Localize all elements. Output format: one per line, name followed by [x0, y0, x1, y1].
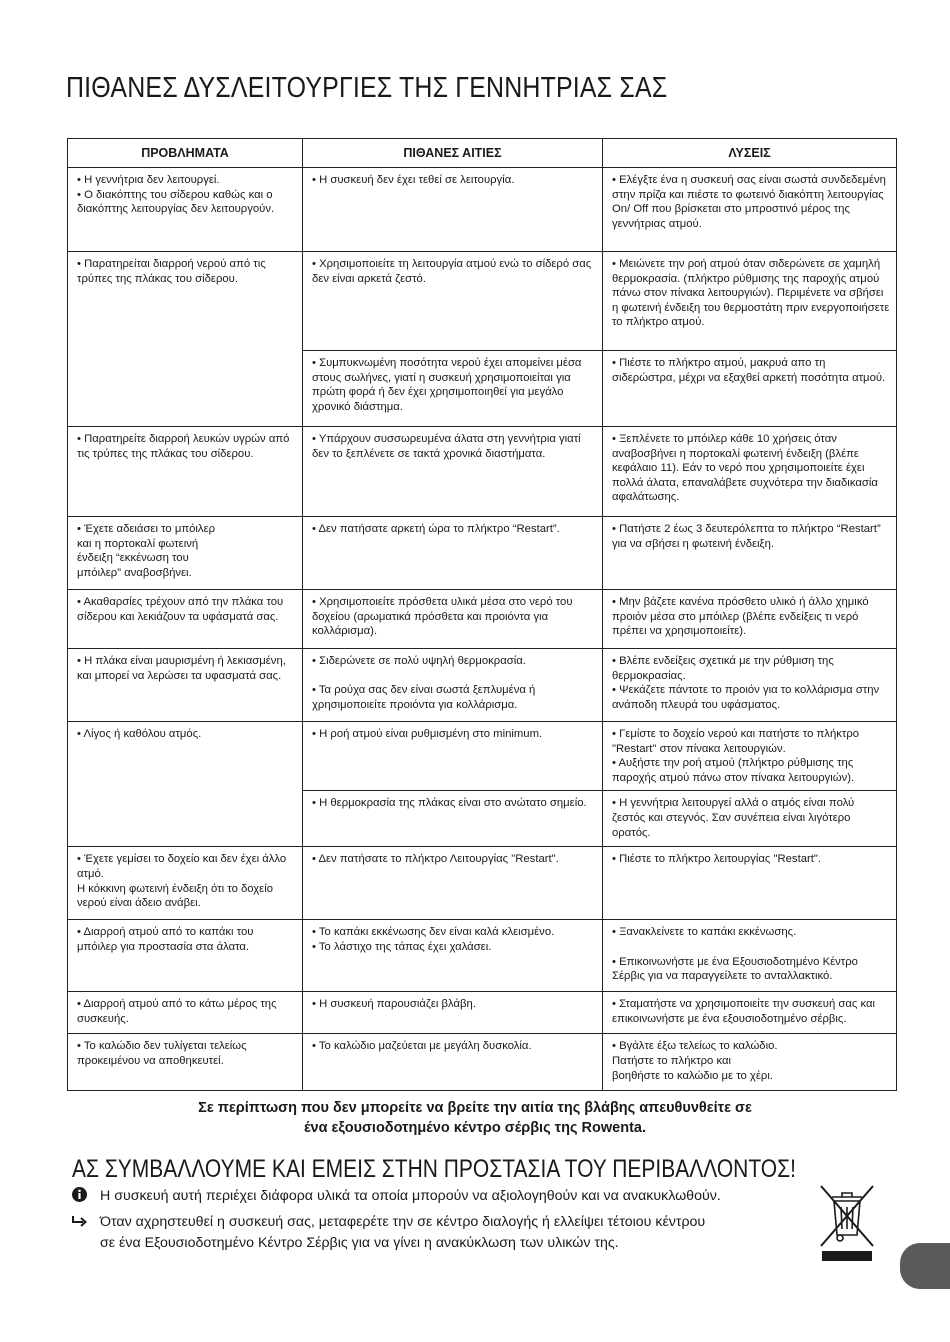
problem-cell: • Παρατηρείτε διαρροή λευκών υγρών από τις τρύπες της πλάκας του σίδερου. [68, 427, 303, 517]
header-solutions: ΛΥΣΕΙΣ [603, 139, 897, 168]
cause-cell: • Η ροή ατμού είναι ρυθμισμένη στο minimum. [303, 722, 603, 791]
header-causes: ΠΙΘΑΝΕΣ ΑΙΤΙΕΣ [303, 139, 603, 168]
table-row [68, 1034, 897, 1091]
solution-cell: • Πιέστε το πλήκτρο λειτουργίας "Restart". [603, 847, 897, 920]
problem-cell: • Παρατηρείται διαρροή νερού από τις τρύπες της πλάκας του σίδερου. [68, 252, 303, 427]
cause-cell: • Υπάρχουν συσσωρευμένα άλατα στη γεννήτρια γιατί δεν το ξεπλένετε σε τακτά χρονικά διαστήματα. [303, 427, 603, 517]
cause-cell: • Συμπυκνωμένη ποσότητα νερού έχει απομείνει μέσα στους σωλήνες, γιατί η συσκευή χρησιμοποιείται για πρώτη φορά ή δεν έχει χρησιμοποιηθεί για μεγάλο χρονικό διάστημα. [303, 351, 603, 427]
table-row [68, 427, 897, 517]
problem-cell: • Ακαθαρσίες τρέχουν από την πλάκα του σίδερου και λεκιάζουν τα υφάσματά σας. [68, 590, 303, 649]
table-row [68, 590, 897, 649]
solution-cell: • Μην βάζετε κανένα πρόσθετο υλικό ή άλλο χημικό προιόν μέσα στο μπόιλερ (βλέπε ενδείξεις τι νερό πρέπει να χρησιμοποιείτε). [603, 590, 897, 649]
problem-cell: • Η γεννήτρια δεν λειτουργεί. • Ο διακόπτης του σίδερου καθώς και ο διακόπτης λειτουργίας δεν λειτουργούν. [68, 168, 303, 252]
solution-cell: • Γεμίστε το δοχείο νερού και πατήστε το πλήκτρο "Restart" στον πίνακα λειτουργιών. • Αυξήστε την ροή ατμού (πλήκτρο ρύθμισης της παροχής ατμού πάνω στον πίνακα λειτουργιών). [603, 722, 897, 791]
cause-cell: • Σιδερώνετε σε πολύ υψηλή θερμοκρασία. • Τα ρούχα σας δεν είναι σωστά ξεπλυμένα ή χρησιμοποιείτε προιόντα για κολλάρισμα. [303, 649, 603, 722]
cause-cell: • Το καλώδιο μαζεύεται με μεγάλη δυσκολία. [303, 1034, 603, 1091]
problem-cell: • Έχετε γεμίσει το δοχείο και δεν έχει άλλο ατμό. Η κόκκινη φωτεινή ένδειξη ότι το δοχείο νερού είναι άδειο ανάβει. [68, 847, 303, 920]
cause-cell: • Χρησιμοποιείτε τη λειτουργία ατμού ενώ το σίδερό σας δεν είναι αρκετά ζεστό. [303, 252, 603, 351]
recycle-text: Όταν αχρηστευθεί η συσκευή σας, μεταφερέτε την σε κέντρο διαλογής ή ελλείψει τέτοιου κέντρου σε ένα Εξουσιοδοτημένο Κέντρο Σέρβις για να γίνει η ανακύκλωση των υλικών της. [100, 1214, 706, 1251]
environment-title: ΑΣ ΣΥΜΒΑΛΛΟΥΜΕ ΚΑΙ ΕΜΕΙΣ ΣΤΗΝ ΠΡΟΣΤΑΣΙΑ ΤΟΥ ΠΕΡΙΒΑΛΛΟΝΤΟΣ! [72, 1155, 796, 1183]
service-note: Σε περίπτωση που δεν μπορείτε να βρείτε την αιτία της βλάβης απευθυνθείτε σε ένα εξουσιοδοτημένο κέντρο σέρβις της Rowenta. [198, 1100, 752, 1136]
problem-cell: • Έχετε αδειάσει το μπόιλερ και η πορτοκαλί φωτεινή ένδειξη “εκκένωση του μπόιλερ” αναβοσβήνει. [68, 517, 303, 590]
cause-cell: • Δεν πατήσατε το πλήκτρο Λειτουργίας "Restart". [303, 847, 603, 920]
chapter-tab [900, 1243, 950, 1289]
solution-cell: • Η γεννήτρια λειτουργεί αλλά ο ατμός είναι πολύ ζεστός και στεγνός. Σαν συνέπεια είναι λιγότερο ορατός. [603, 791, 897, 847]
recycle-line [72, 1212, 705, 1254]
troubleshooting-table [67, 138, 897, 1091]
cause-cell: • Δεν πατήσατε αρκετή ώρα το πλήκτρο “Restart”. [303, 517, 603, 590]
table-row [68, 252, 897, 351]
info-line [72, 1186, 721, 1207]
table-row [68, 517, 897, 590]
problem-cell: • Το καλώδιο δεν τυλίγεται τελείως προκειμένου να αποθηκευτεί. [68, 1034, 303, 1091]
solution-cell: • Ελέγξτε ένα η συσκευή σας είναι σωστά συνδεδεμένη στην πρίζα και πιέστε το φωτεινό διακόπτη λειτουργίας On/ Off που βρίσκεται στο μπροστινό μέρος της γεννήτριας ατμού. [603, 168, 897, 252]
cause-cell: • Το καπάκι εκκένωσης δεν είναι καλά κλεισμένο. • Το λάστιχο της τάπας έχει χαλάσει. [303, 920, 603, 992]
solution-cell: • Πιέστε το πλήκτρο ατμού, μακρυά απο τη σιδερώστρα, μέχρι να εξαχθεί αρκετή ποσότητα ατμού. [603, 351, 897, 427]
table-row [68, 722, 897, 791]
solution-cell: • Πατήστε 2 έως 3 δευτερόλεπτα το πλήκτρο “Restart” για να σβήσει η φωτεινή ένδειξη. [603, 517, 897, 590]
solution-cell: • Ξεπλένετε το μπόιλερ κάθε 10 χρήσεις όταν αναβοσβήνει η πορτοκαλί φωτεινή ένδειξη (βλέπε κεφάλαιο 11). Εάν το νερό που χρησιμοποιείτε έχει πολλά άλατα, επαναλάβετε συχνότερα την διαδικασία αφαλάτωσης. [603, 427, 897, 517]
cause-cell: • Χρησιμοποιείτε πρόσθετα υλικά μέσα στο νερό του δοχείου (αρωματικά πρόσθετα και προιόντα για κολλάρισμα). [303, 590, 603, 649]
header-problems: ΠΡΟΒΛΗΜΑΤΑ [68, 139, 303, 168]
table-row [68, 168, 897, 252]
table-row [68, 920, 897, 992]
cause-cell: • Η θερμοκρασία της πλάκας είναι στο ανώτατο σημείο. [303, 791, 603, 847]
problem-cell: • Διαρροή ατμού από το κάτω μέρος της συσκευής. [68, 992, 303, 1034]
table-header-row [68, 139, 897, 168]
arrow-right-icon [72, 1213, 87, 1228]
table-row [68, 992, 897, 1034]
solution-cell: • Ξανακλείνετε το καπάκι εκκένωσης. • Επικοινωνήστε με ένα Εξουσιοδοτημένο Κέντρο Σέρβις για να παραγγείλετε το ανταλλακτικό. [603, 920, 897, 992]
table-row [68, 649, 897, 722]
table-row [68, 847, 897, 920]
solution-cell: • Σταματήστε να χρησιμοποιείτε την συσκευή σας και επικοινωνήστε με ένα εξουσιοδοτημένο σέρβις. [603, 992, 897, 1034]
problem-cell: • Διαρροή ατμού από το καπάκι του μπόιλερ για προστασία στα άλατα. [68, 920, 303, 992]
problem-cell: • Η πλάκα είναι μαυρισμένη ή λεκιασμένη, και μπορεί να λερώσει τα υφασματά σας. [68, 649, 303, 722]
solution-cell: • Μειώνετε την ροή ατμού όταν σιδερώνετε σε χαμηλή θερμοκρασία. (πλήκτρο ρύθμισης της παροχής ατμού πάνω στον πίνακα λειτουργιών). Περιμένετε να σβήσει η φωτεινή ένδειξη του θερμοστάτη πριν ενεργοποιήσετε το πλήκτρο ατμού. [603, 252, 897, 351]
info-icon [72, 1187, 87, 1202]
cause-cell: • Η συσκευή δεν έχει τεθεί σε λειτουργία. [303, 168, 603, 252]
crossed-bin-icon [818, 1183, 876, 1263]
solution-cell: • Βγάλτε έξω τελείως το καλώδιο. Πατήστε το πλήκτρο και βοηθήστε το καλώδιο με το χέρι. [603, 1034, 897, 1091]
info-text: Η συσκευή αυτή περιέχει διάφορα υλικά τα οποία μπορούν να αξιολογηθούν και να ανακυκλωθούν. [100, 1188, 721, 1204]
page-title: ΠΙΘΑΝΕΣ ΔΥΣΛΕΙΤΟΥΡΓΙΕΣ ΤΗΣ ΓΕΝΝΗΤΡΙΑΣ ΣΑΣ [66, 72, 668, 104]
problem-cell: • Λίγος ή καθόλου ατμός. [68, 722, 303, 847]
cause-cell: • Η συσκευή παρουσιάζει βλάβη. [303, 992, 603, 1034]
solution-cell: • Βλέπε ενδείξεις σχετικά με την ρύθμιση της θερμοκρασίας. • Ψεκάζετε πάντοτε το προιόν για το κολλάρισμα στην ανάποδη πλευρά του υφάσματος. [603, 649, 897, 722]
